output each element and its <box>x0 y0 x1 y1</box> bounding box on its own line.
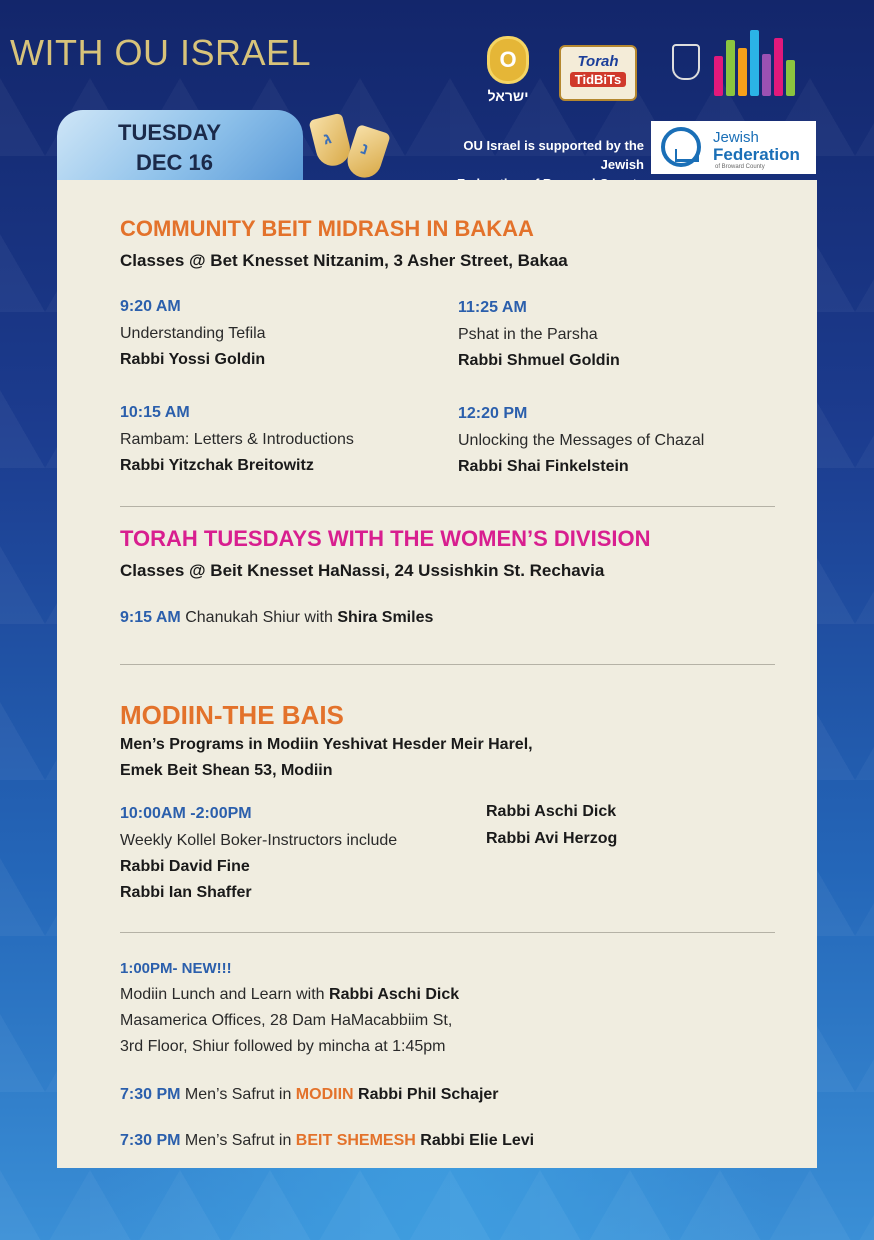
class-rabbi: Rabbi Shmuel Goldin <box>458 352 620 369</box>
divider <box>120 932 775 933</box>
jewish-federation-logo: Jewish Federation of Broward County <box>651 121 816 174</box>
page-header-title: WITH OU ISRAEL <box>10 32 312 73</box>
lunch-rabbi: Rabbi Aschi Dick <box>329 986 460 1003</box>
date-value: DEC 16 <box>136 150 214 175</box>
class-topic: Pshat in the Parsha <box>458 326 598 343</box>
lunch-time: 1:00PM- NEW!!! <box>120 960 232 977</box>
section-title-women: TORAH TUESDAYS WITH THE WOMEN’S DIVISION <box>120 526 651 551</box>
safrut-beit-shemesh-line: 7:30 PM Men’s Safrut in BEIT SHEMESH Rabbi Elie Levi <box>120 1132 535 1149</box>
class-rabbi: Shira Smiles <box>337 609 434 626</box>
class-time: 11:25 AM <box>458 299 527 316</box>
arts-festival-logo <box>706 28 808 102</box>
section-title-modiin: MODIIN-THE BAIS <box>120 700 344 730</box>
safrut-modiin-line: 7:30 PM Men’s Safrut in MODIIN Rabbi Phil Schajer <box>120 1086 499 1103</box>
divider <box>120 664 775 665</box>
class-topic: Unlocking the Messages of Chazal <box>458 432 705 449</box>
class-rabbi: Rabbi Yitzchak Breitowitz <box>120 457 314 474</box>
women-class-line <box>120 609 433 627</box>
torah-logo-line1: Torah <box>577 53 619 70</box>
support-statement: OU Israel is supported by the Jewish <box>463 138 644 172</box>
date-day: TUESDAY <box>118 120 222 145</box>
class-time: 9:15 AM <box>120 609 181 626</box>
section-location-bakaa: Classes @ Bet Knesset Nitzanim, 3 Asher Street, Bakaa <box>120 251 568 270</box>
class-time: 7:30 PM <box>120 1132 181 1149</box>
class-topic: Understanding Tefila <box>120 325 266 342</box>
kollel-time: 10:00AM -2:00PM <box>120 805 252 822</box>
class-time: 10:15 AM <box>120 404 190 421</box>
instructor-name: Rabbi Aschi Dick <box>486 803 617 820</box>
lunch-address: 3rd Floor, Shiur followed by mincha at 1:45pm <box>120 1038 446 1055</box>
ou-logo-mark: O <box>487 36 529 84</box>
class-topic: Chanukah Shiur with <box>185 609 333 626</box>
divider <box>120 506 775 507</box>
lunch-address: Masamerica Offices, 28 Dam HaMacabbiim St, <box>120 1012 453 1029</box>
dreidel-icon: ג <box>308 113 353 170</box>
instructor-name: Rabbi Avi Herzog <box>486 830 618 847</box>
class-rabbi: Rabbi Phil Schajer <box>358 1086 499 1103</box>
section-title-bakaa: COMMUNITY BEIT MIDRASH IN BAKAA <box>120 216 534 241</box>
class-time: 12:20 PM <box>458 405 528 422</box>
class-rabbi: Rabbi Yossi Goldin <box>120 351 266 368</box>
menorah-icon <box>661 127 701 167</box>
dreidel-icon: נ <box>343 124 391 182</box>
instructor-name: Rabbi David Fine <box>120 858 250 875</box>
jerusalem-emblem-icon <box>672 44 700 80</box>
class-rabbi: Rabbi Shai Finkelstein <box>458 458 629 475</box>
section-location-modiin: Men’s Programs in Modiin Yeshivat Hesder Meir Harel, <box>120 736 533 753</box>
torah-tidbits-logo <box>559 45 637 101</box>
section-location-modiin: Emek Beit Shean 53, Modiin <box>120 762 333 779</box>
instructor-name: Rabbi Ian Shaffer <box>120 884 252 901</box>
ou-israel-logo <box>484 36 532 108</box>
place-name: BEIT SHEMESH <box>295 1132 416 1149</box>
schedule-panel <box>57 180 817 1168</box>
lunch-description: Modiin Lunch and Learn with Rabbi Aschi Dick <box>120 986 460 1003</box>
class-time: 9:20 AM <box>120 298 181 315</box>
class-time: 7:30 PM <box>120 1086 181 1103</box>
ou-logo-hebrew: ישראל <box>487 88 529 104</box>
torah-logo-line2: TidBiTs <box>570 72 626 87</box>
class-rabbi: Rabbi Elie Levi <box>420 1132 535 1149</box>
kollel-description: Weekly Kollel Boker-Instructors include <box>120 832 398 849</box>
section-location-women: Classes @ Beit Knesset HaNassi, 24 Ussishkin St. Rechavia <box>120 561 605 580</box>
place-name: MODIIN <box>295 1086 354 1103</box>
class-topic: Rambam: Letters & Introductions <box>120 431 354 448</box>
